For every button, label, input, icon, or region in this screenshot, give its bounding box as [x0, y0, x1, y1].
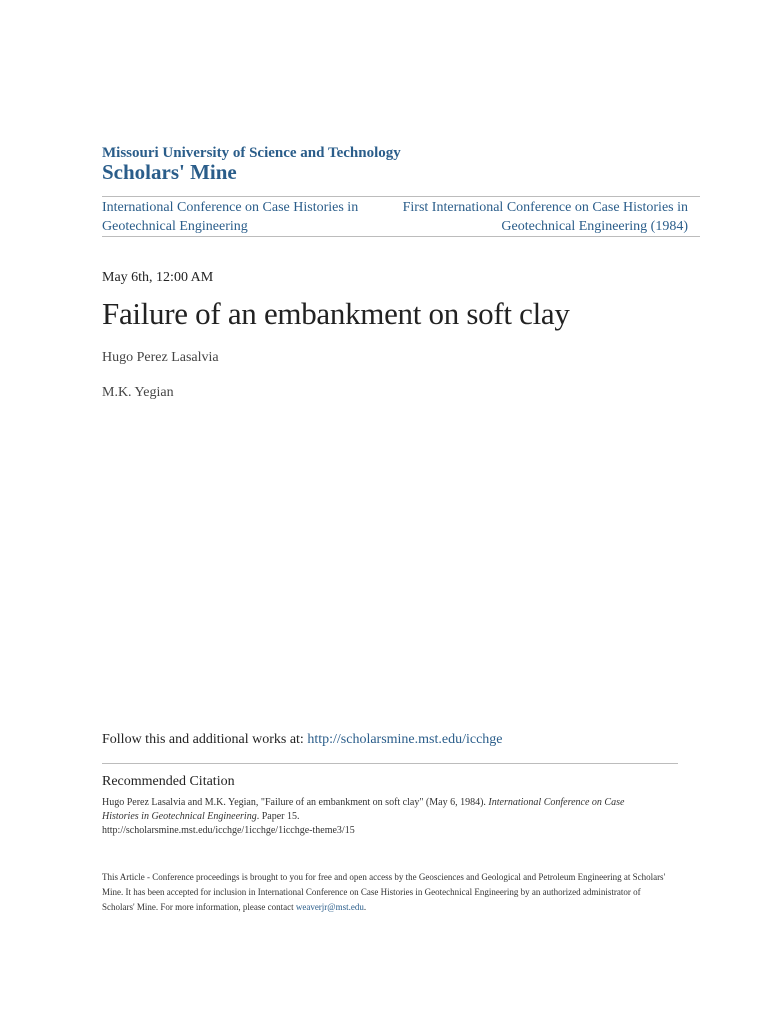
author-name: M.K. Yegian: [102, 385, 174, 400]
follow-line: [102, 732, 503, 748]
access-notice: [102, 870, 668, 915]
repository-name[interactable]: Scholars' Mine: [102, 160, 237, 184]
author-name: Hugo Perez Lasalvia: [102, 350, 219, 365]
notice-text: This Article - Conference proceedings is brought to you for free and open access by the Geosciences and Geological and Petroleum Engineering at Scholars' Mine. It has been accepted for inclusion in International Conference on Case Histories in Geotechnical Engineering by an authorized administrator of Scholars' Mine. For more information, please contact: [102, 872, 666, 912]
nav-divider: [102, 236, 700, 237]
follow-label: Follow this and additional works at:: [102, 732, 308, 747]
article-date: May 6th, 12:00 AM: [102, 270, 214, 285]
citation-link[interactable]: http://scholarsmine.mst.edu/icchge/1icchge/1icchge-theme3/15: [102, 825, 355, 836]
follow-link[interactable]: http://scholarsmine.mst.edu/icchge: [307, 732, 503, 747]
notice-end: .: [363, 902, 367, 912]
article-title: Failure of an embankment on soft clay: [102, 296, 570, 331]
citation-paper: . Paper 15.: [256, 811, 300, 822]
citation-authors: Hugo Perez Lasalvia and M.K. Yegian, "Failure of an embankment on soft clay" (May 6, 1984).: [102, 797, 489, 808]
contact-email-link[interactable]: weaverjr@mst.edu: [295, 902, 364, 912]
institution-name[interactable]: Missouri University of Science and Technology: [102, 145, 401, 161]
citation-divider: [102, 763, 678, 764]
series-link-left[interactable]: International Conference on Case Histories in Geotechnical Engineering: [102, 200, 359, 234]
top-divider: [102, 196, 700, 197]
citation-heading: Recommended Citation: [102, 774, 235, 789]
citation-text: [102, 796, 662, 838]
citation-venue: International Conference on Case Histories in Geotechnical Engineering: [102, 797, 625, 822]
series-link-right[interactable]: First International Conference on Case Histories in Geotechnical Engineering (1984): [402, 200, 688, 234]
